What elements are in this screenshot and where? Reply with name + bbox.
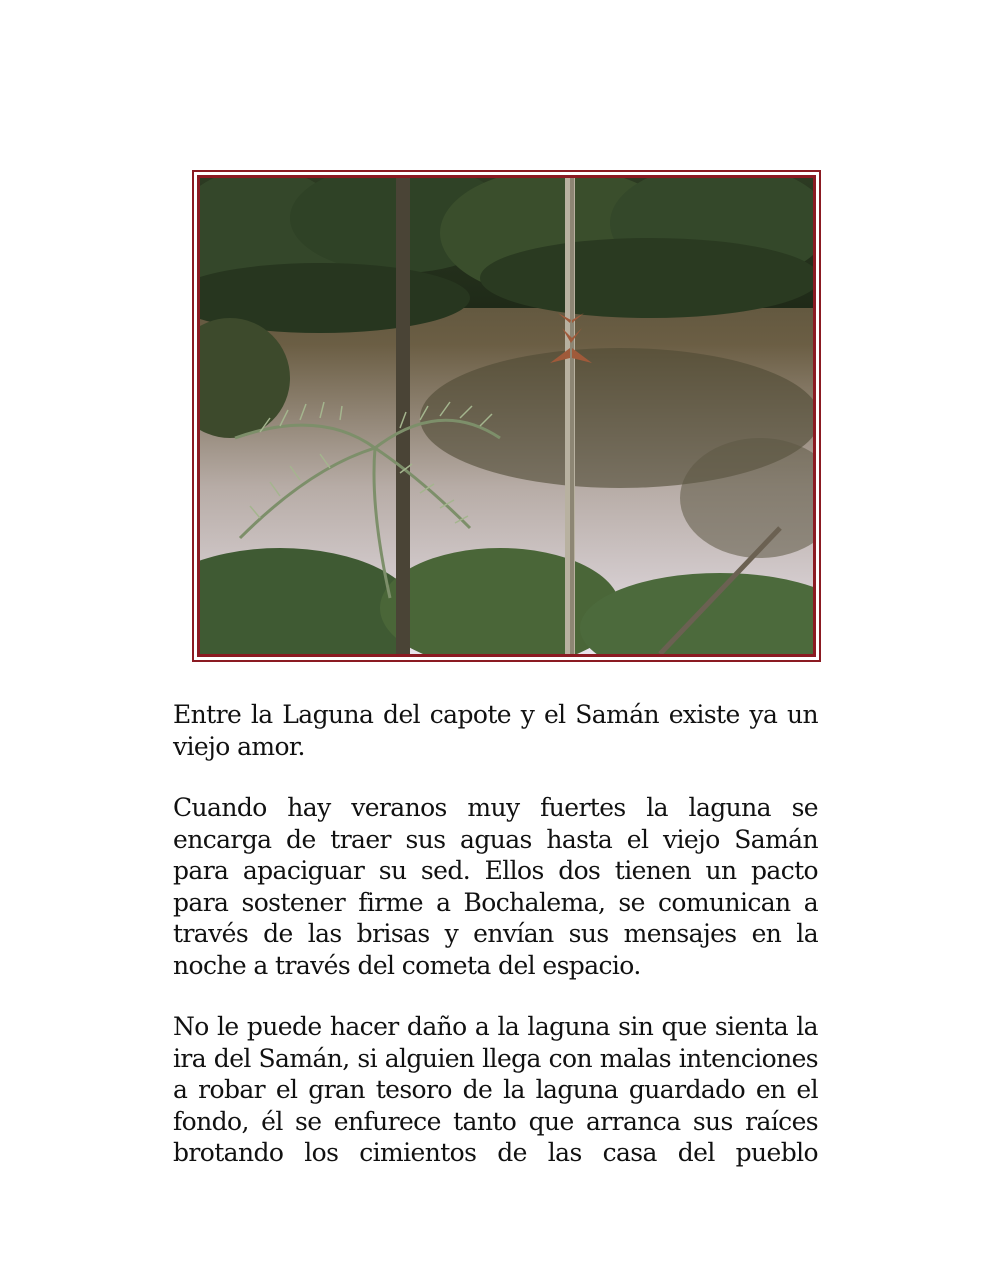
story-text (173, 699, 818, 1199)
paragraph-3: No le puede hacer daño a la laguna sin que sienta la ira del Samán, si alguien llega con malas intenciones a robar el gran tesoro de la laguna guardado en el fondo, él se enfurece tanto que arranca sus raíces brotando los cimientos de las casa del pueblo (173, 1012, 818, 1167)
paragraph-2: Cuando hay veranos muy fuertes la laguna se encarga de traer sus aguas hasta el viejo Samán para apaciguar su sed. Ellos dos tienen un pacto para sostener firme a Bochalema, se comunican a través de las brisas y envían sus mensajes en la noche a través del cometa del espacio. (173, 793, 818, 980)
lagoon-photo-illustration (200, 178, 813, 654)
photo-frame (192, 170, 821, 662)
paragraph-1: Entre la Laguna del capote y el Samán existe ya un viejo amor. (173, 700, 818, 761)
lagoon-forest-photo (197, 175, 816, 657)
